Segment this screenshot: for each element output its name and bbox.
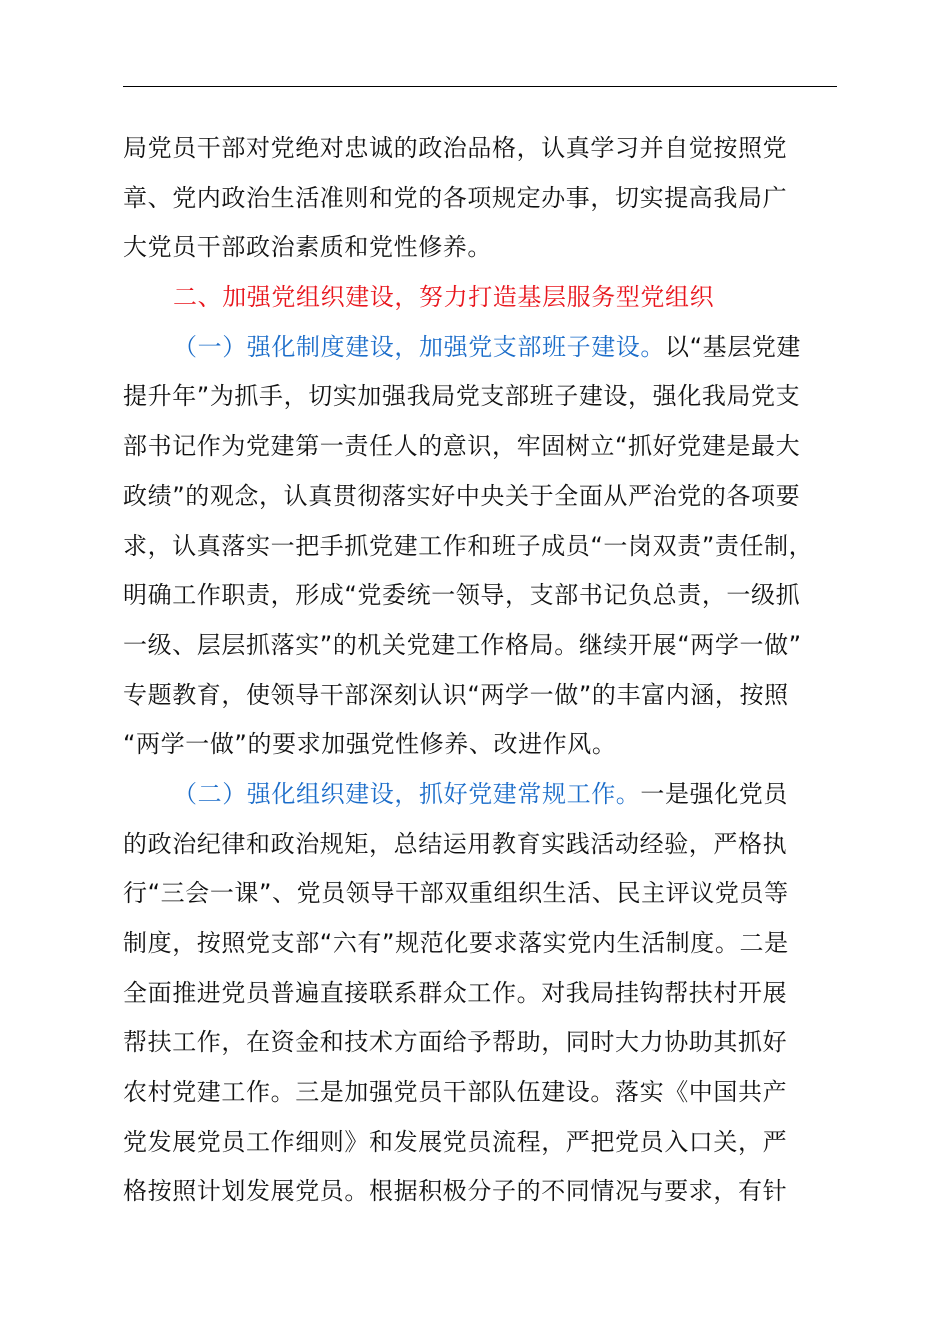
body-text-span: 一是强化党员 — [640, 779, 789, 808]
body-line: 求，认真落实一把手抓党建工作和班子成员“一岗双责”责任制， — [123, 531, 814, 560]
section-heading: 二、加强党组织建设，努力打造基层服务型党组织 — [173, 283, 715, 312]
body-line: 提升年”为抓手，切实加强我局党支部班子建设，强化我局党支 — [123, 382, 801, 411]
subsection-heading: （二）强化组织建设，抓好党建常规工作。 — [173, 779, 641, 808]
body-line: 一级、层层抓落实”的机关党建工作格局。继续开展“两学一做” — [123, 630, 802, 659]
body-line: 党发展党员工作细则》和发展党员流程，严把党员入口关，严 — [123, 1127, 788, 1156]
header-rule — [123, 86, 837, 87]
body-text — [123, 124, 843, 1217]
subsection-paragraph-start — [123, 770, 843, 820]
body-line: 制度，按照党支部“六有”规范化要求落实党内生活制度。二是 — [123, 929, 789, 957]
body-line: 大党员干部政治素质和党性修养。 — [123, 233, 492, 262]
body-line: 局党员干部对党绝对忠诚的政治品格，认真学习并自觉按照党 — [123, 134, 788, 162]
subsection-heading: （一）强化制度建设，加强党支部班子建设。 — [173, 332, 665, 361]
body-line: 专题教育，使领导干部深刻认识“两学一做”的丰富内涵，按照 — [123, 680, 789, 709]
body-line: 农村党建工作。三是加强党员干部队伍建设。落实《中国共产 — [123, 1078, 788, 1107]
body-line: 全面推进党员普遍直接联系群众工作。对我局挂钩帮扶村开展 — [123, 978, 788, 1007]
body-text-span: 以“基层党建 — [665, 332, 802, 361]
body-line: 的政治纪律和政治规矩，总结运用教育实践活动经验，严格执 — [123, 829, 788, 858]
body-line: 部书记作为党建第一责任人的意识，牢固树立“抓好党建是最大 — [123, 432, 801, 461]
body-line: 政绩”的观念，认真贯彻落实好中央关于全面从严治党的各项要 — [123, 481, 801, 510]
body-line: 章、党内政治生活准则和党的各项规定办事，切实提高我局广 — [123, 183, 788, 212]
body-line: “两学一做”的要求加强党性修养、改进作风。 — [123, 730, 617, 759]
body-line: 行“三会一课”、党员领导干部双重组织生活、民主评议党员等 — [123, 879, 789, 908]
subsection-paragraph-start — [123, 323, 843, 373]
body-line: 明确工作职责，形成“党委统一领导，支部书记负总责，一级抓 — [123, 581, 801, 610]
body-line: 帮扶工作，在资金和技术方面给予帮助，同时大力协助其抓好 — [123, 1028, 788, 1057]
body-line: 格按照计划发展党员。根据积极分子的不同情况与要求，有针 — [123, 1177, 788, 1206]
